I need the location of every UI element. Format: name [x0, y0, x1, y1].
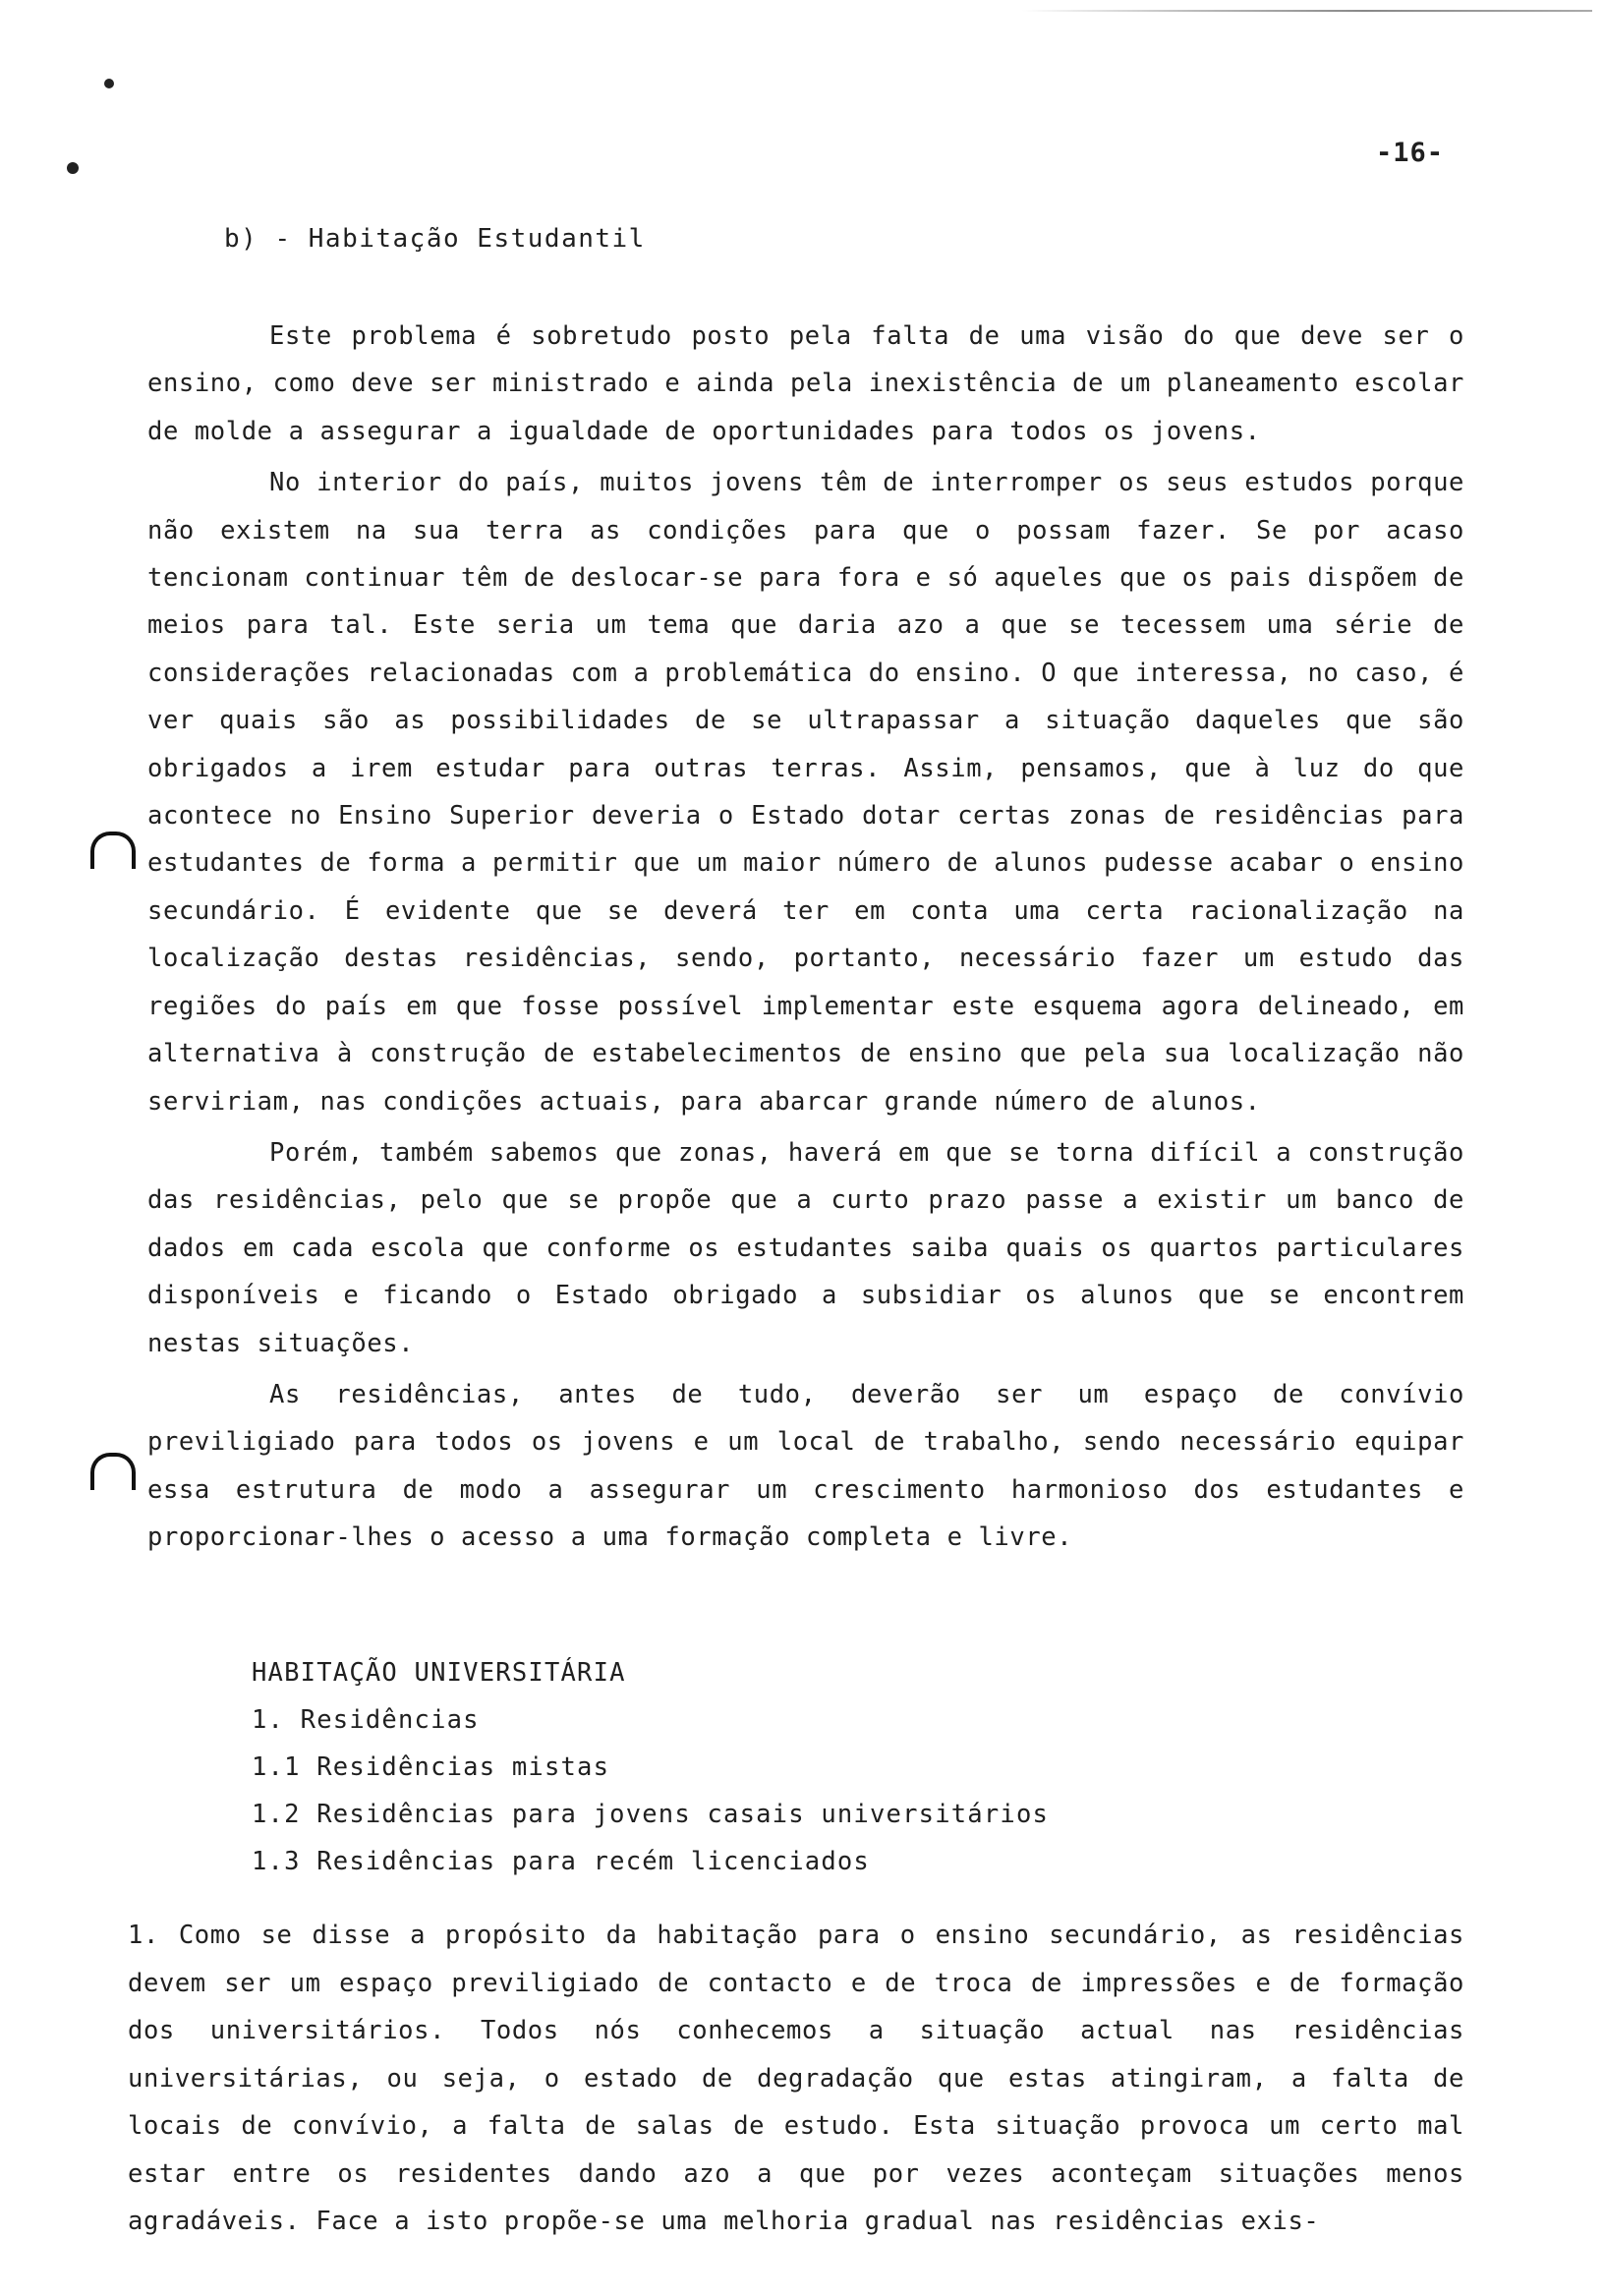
paragraph: As residências, antes de tudo, deverão ser um espaço de convívio previligiado para todos os jovens e um local de trabalho, sendo necessário equipar essa estrutura de modo a assegurar um crescimento harmonioso dos estudantes e proporcionar-lhes o acesso a uma formação completa e livre. — [147, 1379, 1464, 1553]
scan-speck — [104, 79, 114, 88]
housing-list — [252, 1649, 1049, 1885]
margin-bracket-mark — [90, 1453, 136, 1490]
list-item: 1.3 Residências para recém licenciados — [252, 1847, 870, 1876]
scan-edge-line — [1022, 10, 1592, 12]
paragraph: Porém, também sabemos que zonas, haverá em que se torna difícil a construção das residências, pelo que se propõe que a curto prazo passe a existir um banco de dados em cada escola que conforme os estudantes saiba quais os quartos particulares disponíveis e ficando o Estado obrigado a subsidiar os alunos que se encontrem nestas situações. — [147, 1137, 1464, 1358]
list-item: 1. Residências — [252, 1705, 480, 1735]
list-item: 1.1 Residências mistas — [252, 1752, 610, 1782]
list-item: 1.2 Residências para jovens casais universitários — [252, 1800, 1050, 1829]
margin-bracket-mark — [90, 832, 136, 869]
section-heading: b) - Habitação Estudantil — [224, 224, 646, 254]
list-title: HABITAÇÃO UNIVERSITÁRIA — [252, 1658, 626, 1688]
paragraph: Este problema é sobretudo posto pela falta de uma visão do que deve ser o ensino, como deve ser ministrado e ainda pela inexistência de um planeamento escolar de molde a assegurar a igualdade de oportunidades para todos os jovens. — [147, 321, 1464, 446]
paragraph: No interior do país, muitos jovens têm de interromper os seus estudos porque não existem na sua terra as condições para que o possam fazer. Se por acaso tencionam continuar têm de deslocar-se para fora e só aqueles que os pais dispõem de meios para tal. Este seria um tema que daria azo a que se tecessem uma série de considerações relacionadas com a problemática do ensino. O que interessa, no caso, é ver quais são as possibilidades de se ultrapassar a situação daqueles que são obrigados a irem estudar para outras terras. Assim, pensamos, que à luz do que acontece no Ensino Superior deveria o Estado dotar certas zonas de residências para estudantes de forma a permitir que um maior número de alunos pudesse acabar o ensino secundário. É evidente que se deverá ter em conta uma certa racionalização na localização destas residências, sendo, portanto, necessário fazer um estudo das regiões do país em que fosse possível implementar este esquema agora delineado, em alternativa à construção de estabelecimentos de ensino que pela sua localização não serviriam, nas condições actuais, para abarcar grande número de alunos. — [147, 468, 1464, 1117]
scan-speck — [67, 162, 79, 174]
footnote-text — [128, 1912, 1464, 2246]
page-number: -16- — [1376, 138, 1445, 168]
footnote-paragraph: 1. Como se disse a propósito da habitação para o ensino secundário, as residências devem ser um espaço previligiado de contacto e de troca de impressões e de formação dos universitários. Todos nós conhecemos a situação actual nas residências universitárias, ou seja, o estado de degradação que estas atingiram, a falta de locais de convívio, a falta de salas de estudo. Esta situação provoca um certo mal estar entre os residentes dando azo a que por vezes aconteçam situações menos agradáveis. Face a isto propõe-se uma melhoria gradual nas residências exis- — [128, 1921, 1464, 2236]
body-text — [147, 313, 1464, 1562]
